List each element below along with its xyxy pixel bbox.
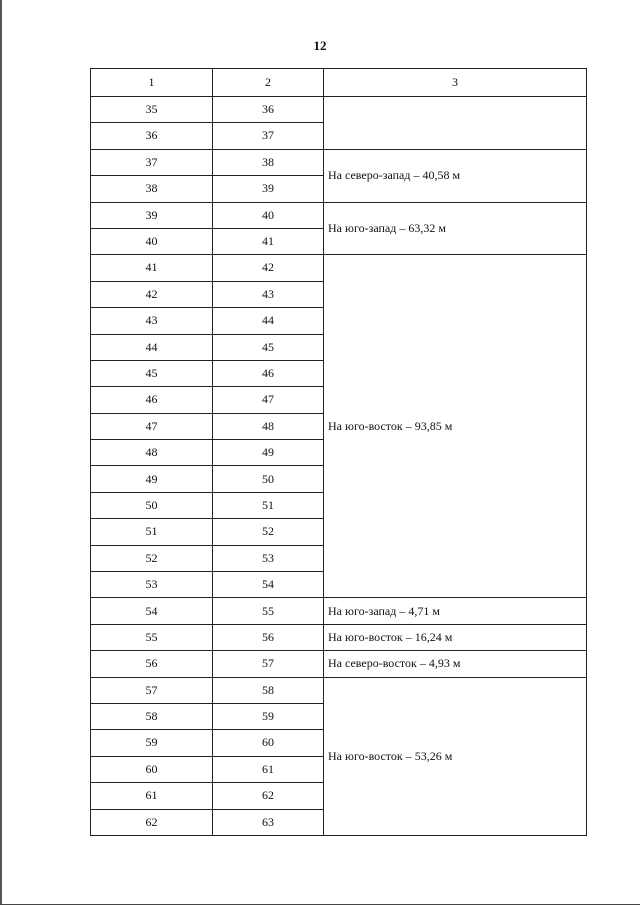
point-from-cell: 37: [91, 149, 213, 175]
point-to-cell: 46: [213, 360, 324, 386]
point-to-cell: 55: [213, 598, 324, 624]
point-to-cell: 41: [213, 228, 324, 254]
header-col-3: 3: [324, 69, 587, 97]
table-row: [91, 97, 587, 123]
coordinates-table: [90, 68, 587, 836]
point-from-cell: 39: [91, 202, 213, 228]
point-to-cell: 63: [213, 809, 324, 835]
point-to-cell: 45: [213, 334, 324, 360]
point-to-cell: 58: [213, 677, 324, 703]
point-from-cell: 56: [91, 651, 213, 677]
point-from-cell: 57: [91, 677, 213, 703]
table-body: [91, 97, 587, 836]
point-to-cell: 47: [213, 387, 324, 413]
direction-distance-cell: На юго-восток – 53,26 м: [324, 677, 587, 835]
point-to-cell: 42: [213, 255, 324, 281]
table-row: [91, 255, 587, 281]
point-from-cell: 54: [91, 598, 213, 624]
point-from-cell: 51: [91, 519, 213, 545]
point-from-cell: 35: [91, 97, 213, 123]
table-header: [91, 69, 587, 97]
point-from-cell: 62: [91, 809, 213, 835]
table-row: [91, 651, 587, 677]
point-from-cell: 36: [91, 123, 213, 149]
direction-distance-cell: [324, 97, 587, 150]
point-from-cell: 38: [91, 176, 213, 202]
direction-distance-cell: На юго-восток – 16,24 м: [324, 624, 587, 650]
point-to-cell: 50: [213, 466, 324, 492]
direction-distance-cell: На северо-восток – 4,93 м: [324, 651, 587, 677]
point-to-cell: 49: [213, 440, 324, 466]
point-to-cell: 40: [213, 202, 324, 228]
point-to-cell: 53: [213, 545, 324, 571]
point-from-cell: 48: [91, 440, 213, 466]
point-from-cell: 55: [91, 624, 213, 650]
point-from-cell: 46: [91, 387, 213, 413]
point-from-cell: 49: [91, 466, 213, 492]
point-to-cell: 56: [213, 624, 324, 650]
direction-distance-cell: На юго-запад – 63,32 м: [324, 202, 587, 255]
table-row: [91, 202, 587, 228]
point-to-cell: 36: [213, 97, 324, 123]
point-from-cell: 50: [91, 492, 213, 518]
point-to-cell: 43: [213, 281, 324, 307]
point-from-cell: 42: [91, 281, 213, 307]
point-to-cell: 62: [213, 783, 324, 809]
point-to-cell: 60: [213, 730, 324, 756]
point-from-cell: 53: [91, 572, 213, 598]
point-from-cell: 60: [91, 756, 213, 782]
point-to-cell: 37: [213, 123, 324, 149]
point-from-cell: 43: [91, 308, 213, 334]
direction-distance-cell: На северо-запад – 40,58 м: [324, 149, 587, 202]
table-row: [91, 598, 587, 624]
point-from-cell: 44: [91, 334, 213, 360]
point-to-cell: 61: [213, 756, 324, 782]
header-col-2: 2: [213, 69, 324, 97]
point-to-cell: 48: [213, 413, 324, 439]
point-to-cell: 44: [213, 308, 324, 334]
point-to-cell: 54: [213, 572, 324, 598]
point-to-cell: 51: [213, 492, 324, 518]
point-from-cell: 40: [91, 228, 213, 254]
header-col-1: 1: [91, 69, 213, 97]
page-left-edge: [0, 0, 2, 905]
point-from-cell: 61: [91, 783, 213, 809]
point-from-cell: 45: [91, 360, 213, 386]
point-from-cell: 41: [91, 255, 213, 281]
point-to-cell: 57: [213, 651, 324, 677]
table-row: [91, 677, 587, 703]
point-to-cell: 52: [213, 519, 324, 545]
point-to-cell: 39: [213, 176, 324, 202]
point-to-cell: 38: [213, 149, 324, 175]
header-row: [91, 69, 587, 97]
point-from-cell: 59: [91, 730, 213, 756]
point-from-cell: 47: [91, 413, 213, 439]
page-number: 12: [313, 38, 327, 53]
direction-distance-cell: На юго-восток – 93,85 м: [324, 255, 587, 598]
point-to-cell: 59: [213, 703, 324, 729]
direction-distance-cell: На юго-запад – 4,71 м: [324, 598, 587, 624]
table-row: [91, 624, 587, 650]
point-from-cell: 58: [91, 703, 213, 729]
point-from-cell: 52: [91, 545, 213, 571]
table-row: [91, 149, 587, 175]
